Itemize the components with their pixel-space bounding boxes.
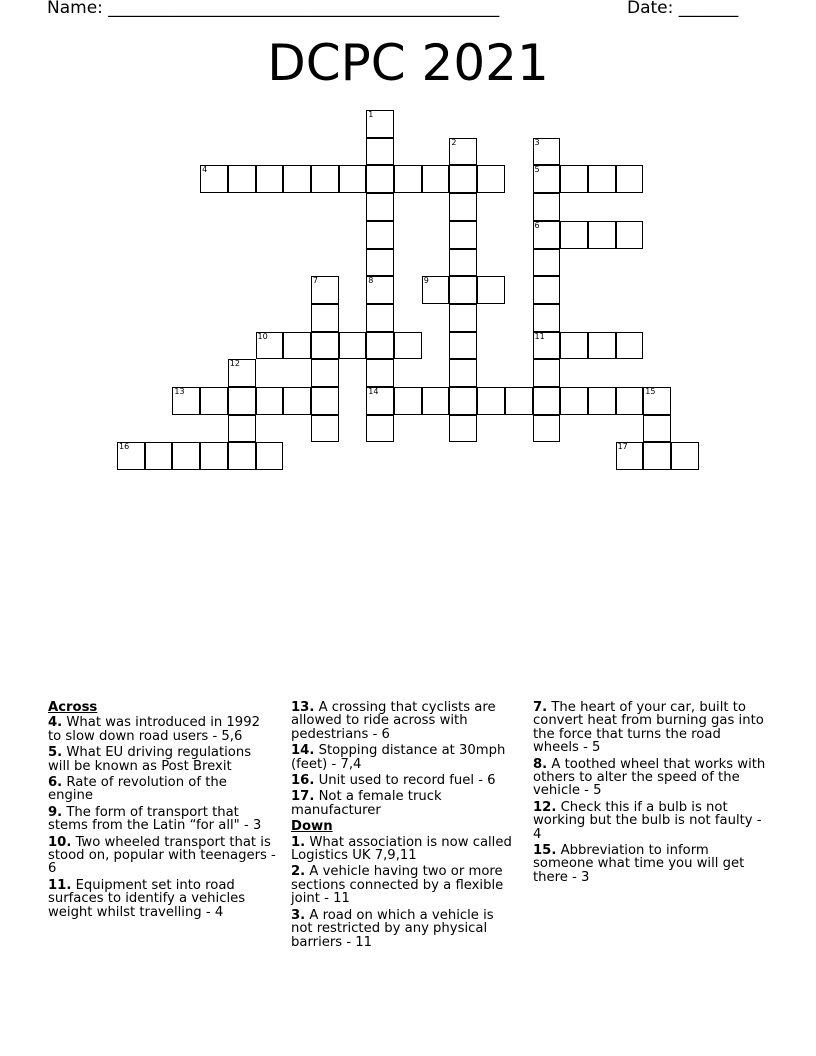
grid-cell[interactable] <box>588 165 616 193</box>
grid-cell[interactable] <box>616 442 644 470</box>
clue-down-8: 8. A toothed wheel that works with others to alter the speed of the vehicle - 5 <box>533 756 766 799</box>
grid-cell[interactable] <box>533 165 561 193</box>
grid-cell[interactable] <box>256 332 284 360</box>
cell-number: 8 <box>368 276 374 286</box>
grid-cell[interactable] <box>366 304 394 332</box>
grid-cell[interactable] <box>366 165 394 193</box>
date-field-label: Date: _______ <box>627 0 739 18</box>
grid-cell[interactable] <box>533 332 561 360</box>
grid-cell[interactable] <box>588 221 616 249</box>
grid-cell[interactable] <box>643 387 671 415</box>
grid-cell[interactable] <box>228 387 256 415</box>
grid-cell[interactable] <box>533 193 561 221</box>
grid-cell[interactable] <box>394 332 422 360</box>
grid-cell[interactable] <box>256 442 284 470</box>
clue-across-16: 16. Unit used to record fuel - 6 <box>291 773 496 789</box>
grid-cell[interactable] <box>339 165 367 193</box>
cell-number: 5 <box>534 165 540 175</box>
grid-cell[interactable] <box>311 332 339 360</box>
cell-number: 10 <box>257 331 268 341</box>
grid-cell[interactable] <box>172 387 200 415</box>
grid-cell[interactable] <box>228 359 256 387</box>
clue-down-12: 12. Check this if a bulb is not working but the bulb is not faulty - 4 <box>533 799 762 842</box>
grid-cell[interactable] <box>533 249 561 277</box>
grid-cell[interactable] <box>671 442 699 470</box>
grid-cell[interactable] <box>366 359 394 387</box>
grid-cell[interactable] <box>228 442 256 470</box>
crossword-grid <box>0 0 816 500</box>
clue-down-1: 1. What association is now called Logistics UK 7,9,11 <box>291 834 512 864</box>
clues-column-1 <box>48 701 276 922</box>
grid-cell[interactable] <box>449 221 477 249</box>
cell-number: 12 <box>229 359 240 369</box>
cell-number: 1 <box>368 110 374 119</box>
cell-number: 13 <box>174 387 185 396</box>
grid-cell[interactable] <box>422 276 450 304</box>
grid-cell[interactable] <box>228 415 256 443</box>
grid-cell[interactable] <box>366 110 394 138</box>
grid-cell[interactable] <box>449 165 477 193</box>
grid-cell[interactable] <box>366 276 394 304</box>
grid-cell[interactable] <box>200 442 228 470</box>
cell-number: 6 <box>534 220 540 230</box>
grid-cell[interactable] <box>588 332 616 360</box>
grid-cell[interactable] <box>366 249 394 277</box>
grid-cell[interactable] <box>616 165 644 193</box>
clue-across-6: 6. Rate of revolution of the engine <box>48 775 227 804</box>
grid-cell[interactable] <box>505 387 533 415</box>
grid-cell[interactable] <box>394 387 422 415</box>
grid-cell[interactable] <box>283 332 311 360</box>
grid-cell[interactable] <box>311 276 339 304</box>
name-field-label: Name: ______________________________________________ <box>47 0 500 18</box>
grid-cell[interactable] <box>449 359 477 387</box>
cell-number: 7 <box>312 276 318 286</box>
clue-across-5: 5. What EU driving regulations will be known as Post Brexit <box>48 745 252 774</box>
grid-cell[interactable] <box>256 387 284 415</box>
grid-cell[interactable] <box>366 138 394 166</box>
grid-cell[interactable] <box>560 165 588 193</box>
grid-cell[interactable] <box>449 387 477 415</box>
clues-column-3 <box>533 701 769 887</box>
puzzle-title: DCPC 2021 <box>267 34 549 92</box>
grid-cell[interactable] <box>311 304 339 332</box>
grid-cell[interactable] <box>311 165 339 193</box>
grid-cell[interactable] <box>477 165 505 193</box>
clue-across-17: 17. Not a female truck manufacturer <box>291 789 442 818</box>
grid-cell[interactable] <box>145 442 173 470</box>
grid-cell[interactable] <box>533 276 561 304</box>
clue-down-3: 3. A road on which a vehicle is not restricted by any physical barriers - 11 <box>291 907 494 950</box>
grid-cell[interactable] <box>449 276 477 304</box>
clue-down-7: 7. The heart of your car, built to convert heat from burning gas into the force that turns the road wheels - 5 <box>533 700 764 756</box>
grid-cell[interactable] <box>533 387 561 415</box>
grid-cell[interactable] <box>422 165 450 193</box>
grid-cell[interactable] <box>283 387 311 415</box>
grid-cell[interactable] <box>533 138 561 166</box>
grid-cell[interactable] <box>449 138 477 166</box>
clue-across-11: 11. Equipment set into road surfaces to identify a vehicles weight whilst travelling - 4 <box>48 877 246 920</box>
grid-cell[interactable] <box>366 387 394 415</box>
cell-number: 3 <box>534 137 540 147</box>
grid-cell[interactable] <box>449 415 477 443</box>
grid-cell[interactable] <box>422 387 450 415</box>
grid-cell[interactable] <box>366 193 394 221</box>
grid-cell[interactable] <box>560 221 588 249</box>
cell-number: 9 <box>423 276 429 286</box>
grid-cell[interactable] <box>339 332 367 360</box>
grid-cell[interactable] <box>643 442 671 470</box>
grid-cell[interactable] <box>643 415 671 443</box>
grid-cell[interactable] <box>449 193 477 221</box>
grid-cell[interactable] <box>477 387 505 415</box>
across-heading: Across <box>48 700 98 715</box>
grid-cell[interactable] <box>311 359 339 387</box>
grid-cell[interactable] <box>311 387 339 415</box>
grid-cell[interactable] <box>449 332 477 360</box>
grid-cell[interactable] <box>560 332 588 360</box>
grid-cell[interactable] <box>200 387 228 415</box>
grid-cell[interactable] <box>366 221 394 249</box>
grid-cell[interactable] <box>449 304 477 332</box>
grid-cell[interactable] <box>533 221 561 249</box>
clue-down-2: 2. A vehicle having two or more sections connected by a flexible joint - 11 <box>291 864 504 907</box>
clue-across-4: 4. What was introduced in 1992 to slow down road users - 5,6 <box>48 715 260 744</box>
clue-across-13: 13. A crossing that cyclists are allowed to ride across with pedestrians - 6 <box>291 700 496 742</box>
clue-across-10: 10. Two wheeled transport that is stood on, popular with teenagers - 6 <box>48 834 276 877</box>
clue-down-15: 15. Abbreviation to inform someone what time you will get there - 3 <box>533 843 745 885</box>
grid-cell[interactable] <box>200 165 228 193</box>
cell-number: 16 <box>119 442 130 452</box>
cell-number: 2 <box>451 137 457 147</box>
grid-cell[interactable] <box>477 276 505 304</box>
grid-cell[interactable] <box>366 415 394 443</box>
down-heading: Down <box>291 819 333 835</box>
grid-cell[interactable] <box>172 442 200 470</box>
cell-number: 4 <box>202 165 208 175</box>
grid-cell[interactable] <box>533 415 561 443</box>
cell-number: 14 <box>368 387 379 396</box>
grid-cell[interactable] <box>616 332 644 360</box>
grid-cell[interactable] <box>616 387 644 415</box>
grid-cell[interactable] <box>283 165 311 193</box>
grid-cell[interactable] <box>533 304 561 332</box>
clue-across-14: 14. Stopping distance at 30mph (feet) - 7,4 <box>291 743 506 772</box>
grid-cell[interactable] <box>560 387 588 415</box>
grid-cell[interactable] <box>449 249 477 277</box>
cell-number: 15 <box>645 387 656 396</box>
clues-column-2 <box>291 701 519 952</box>
grid-cell[interactable] <box>394 165 422 193</box>
grid-cell[interactable] <box>256 165 284 193</box>
grid-cell[interactable] <box>228 165 256 193</box>
grid-cell[interactable] <box>366 332 394 360</box>
grid-cell[interactable] <box>588 387 616 415</box>
grid-cell[interactable] <box>533 359 561 387</box>
grid-cell[interactable] <box>117 442 145 470</box>
clue-across-9: 9. The form of transport that stems from the Latin “for all" - 3 <box>48 804 262 834</box>
grid-cell[interactable] <box>616 221 644 249</box>
grid-cell[interactable] <box>311 415 339 443</box>
cell-number: 11 <box>534 331 545 341</box>
cell-number: 17 <box>617 442 628 452</box>
